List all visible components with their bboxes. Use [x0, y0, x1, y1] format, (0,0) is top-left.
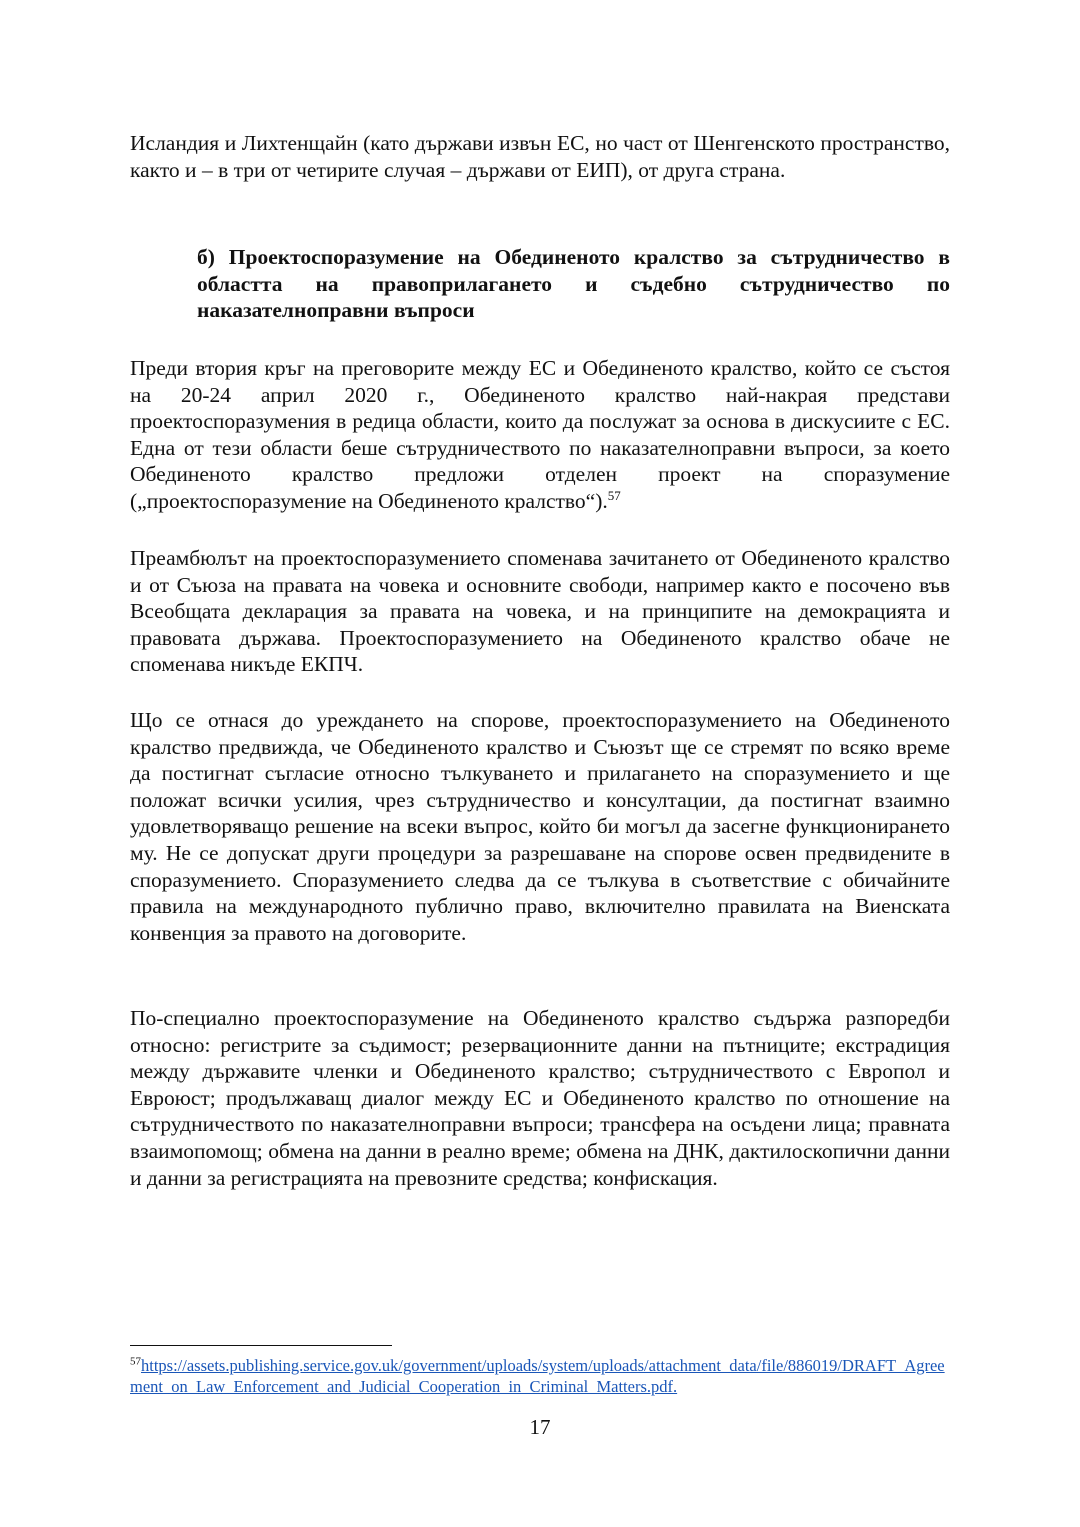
- footnote-reference[interactable]: 57: [607, 487, 621, 503]
- section-heading-b: б) Проектоспоразумение на Обединеното кралство за сътрудничество в областта на правоприлагането и съдебно сътрудничество по наказателноправни въпроси: [197, 245, 950, 323]
- footnote-link[interactable]: https://assets.publishing.service.gov.uk/government/uploads/system/uploads/attachment_data/file/886019/DRAFT_Agreement_on_Law_Enforcement_and_Judicial_Cooperation_in_Criminal_Matters.pdf.: [130, 1356, 945, 1396]
- paragraph-dispute-settlement: Що се отнася до уреждането на спорове, проектоспоразумението на Обединеното кралство предвижда, че Обединеното кралство и Съюзът ще се стремят по всяко време да постигнат съгласие относно тълкуването и прилагането на споразумението и ще положат всички усилия, чрез сътрудничество и консултации, да постигнат взаимно удовлетворяващо решение на всеки въпрос, който би могъл да засегне функционирането му. Не се допускат други процедури за разрешаване на спорове освен предвидените в споразумението. Споразумението следва да се тълкува в съответствие с обичайните правила на международното публично право, включително правилата на Виенската конвенция за правото на договорите.: [130, 708, 950, 945]
- page-number: 17: [529, 1415, 551, 1439]
- footnote-separator: [130, 1345, 392, 1346]
- paragraph-negotiation-round-text: Преди втория кръг на преговорите между ЕС и Обединеното кралство, който се състоя на 20-24 април 2020 г., Обединеното кралство най-накрая представи проектоспоразумения в редица области, които да послужат за основа в дискусиите с ЕС. Една от тези области беше сътрудничеството по наказателноправни въпроси, за което Обединеното кралство предложи отделен проект на споразумение („проектоспоразумение на Обединеното кралство“).: [130, 356, 950, 513]
- paragraph-negotiation-round: [130, 355, 950, 515]
- paragraph-preamble: Преамбюлът на проектоспоразумението споменава зачитането от Обединеното кралство и от Съюза на правата на човека и основните свободи, например както е посочено във Всеобщата декларация за правата на човека, и на принципите на демокрацията и правовата държава. Проектоспоразумението на Обединеното кралство обаче не споменава никъде ЕКПЧ.: [130, 546, 950, 677]
- footnote: [130, 1355, 950, 1397]
- paragraph-intro: Исландия и Лихтенщайн (като държави извън ЕС, но част от Шенгенското пространство, както и – в три от четирите случая – държави от ЕИП), от друга страна.: [130, 131, 950, 182]
- footnote-number: 57: [130, 1355, 141, 1368]
- paragraph-provisions: По-специално проектоспоразумение на Обединеното кралство съдържа разпоредби относно: регистрите за съдимост; резервационните данни на пътниците; екстрадиция между държавите членки и Обединеното кралство; сътрудничеството с Европол и Евроюст; продължаващ диалог между ЕС и Обединеното кралство по отношение на сътрудничеството по наказателноправни въпроси; трансфера на осъдени лица; правната взаимопомощ; обмена на данни в реално време; обмена на ДНК, дактилоскопични данни и данни за регистрацията на превозните средства; конфискация.: [130, 1006, 950, 1190]
